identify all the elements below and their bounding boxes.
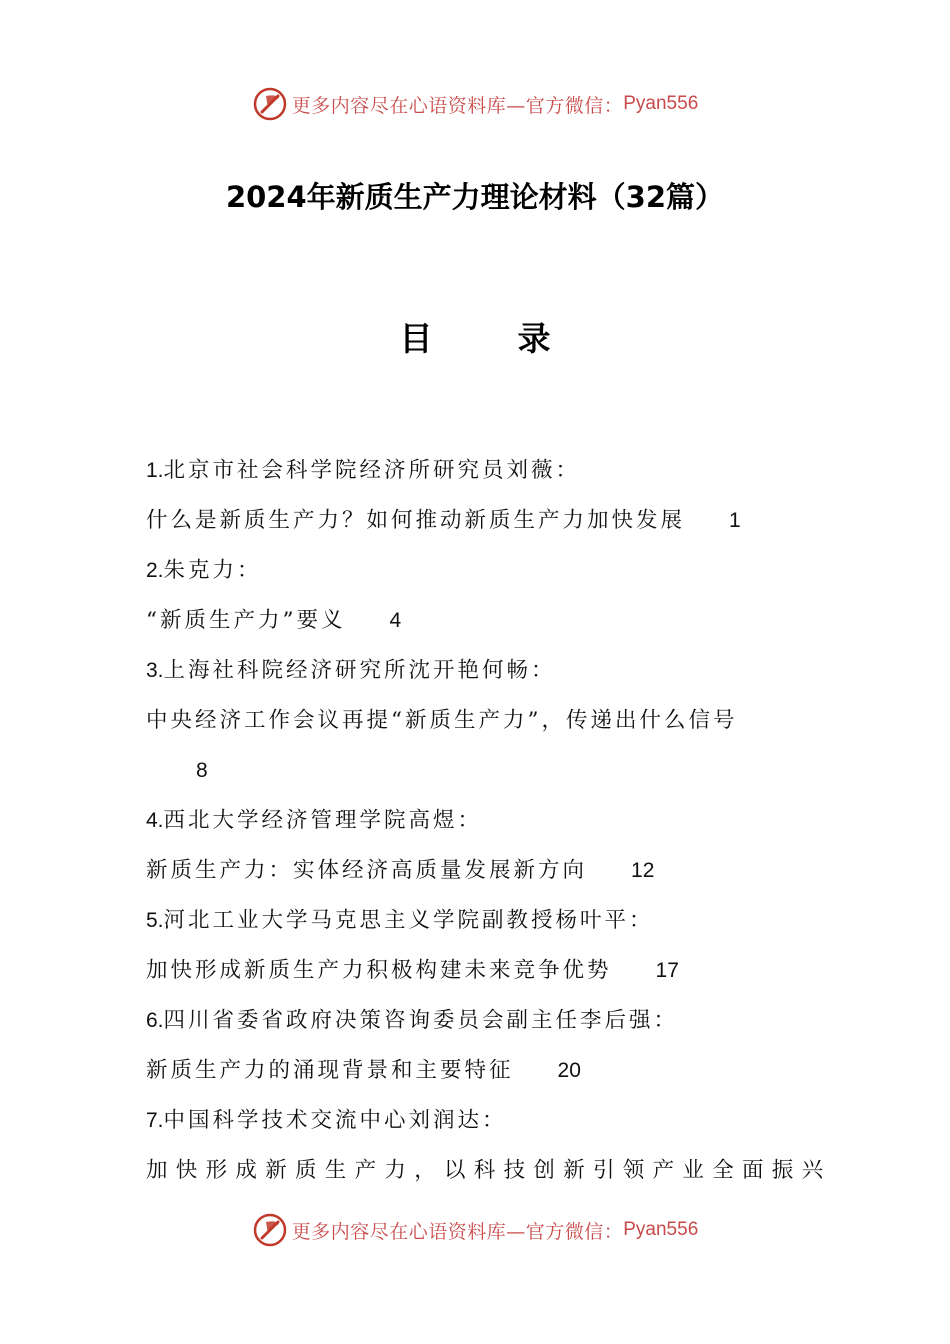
toc-author-text: 四川省委省政府决策咨询委员会副主任李后强：: [163, 1008, 679, 1033]
toc-entry-title[interactable]: [146, 696, 826, 746]
toc-entry-author: [146, 896, 826, 946]
watermark-text: 更多内容尽在心语资料库—官方微信：: [291, 1220, 624, 1243]
toc-author-text: 西北大学经济管理学院高煜：: [163, 808, 483, 833]
watermark-banner-bottom: [0, 1210, 950, 1250]
toc-author-text: 北京市社会科学院经济所研究员刘薇：: [163, 458, 581, 483]
toc-title-text: 中央经济工作会议再提“新质生产力”，传递出什么信号: [146, 708, 738, 733]
toc-entry-number: 7.: [146, 1109, 164, 1132]
toc-title-text: 加快形成新质生产力，以科技创新引领产业全面振兴: [146, 1158, 832, 1183]
toc-heading: 目 录: [399, 319, 577, 358]
toc-entry-number: 3.: [146, 659, 164, 682]
toc-entry-number: 1.: [146, 459, 164, 482]
quill-logo-icon: [252, 86, 288, 122]
toc-entry-title[interactable]: [146, 496, 826, 546]
toc-page-line: [146, 746, 826, 796]
toc-entry-number: 5.: [146, 909, 164, 932]
toc-title-text: 什么是新质生产力？如何推动新质生产力加快发展: [146, 508, 686, 533]
toc-title-text: 加快形成新质生产力积极构建未来竞争优势: [146, 958, 612, 983]
toc-entry-author: [146, 446, 826, 496]
quill-logo-icon: [252, 1212, 288, 1248]
toc-entry-number: 2.: [146, 559, 164, 582]
toc-page-number: 4: [389, 609, 402, 632]
toc-page-number: 20: [557, 1059, 581, 1082]
toc-entry-title[interactable]: [146, 1146, 832, 1196]
toc-entry-title[interactable]: [146, 1046, 826, 1096]
toc-entry-author: [146, 646, 826, 696]
toc-page-number: 8: [196, 759, 208, 782]
toc-author-text: 朱克力：: [163, 558, 262, 583]
toc-page-number: 17: [655, 959, 679, 982]
toc-author-text: 河北工业大学马克思主义学院副教授杨叶平：: [163, 908, 654, 933]
watermark-text: 更多内容尽在心语资料库—官方微信：: [291, 94, 624, 117]
toc-author-text: 上海社科院经济研究所沈开艳何畅：: [163, 658, 556, 683]
watermark-banner-top: [0, 84, 950, 124]
toc-entry-title[interactable]: [146, 596, 826, 646]
toc-entry-title[interactable]: [146, 946, 826, 996]
watermark-wechat-id: Pyan556: [623, 1219, 699, 1240]
toc-title-text: 新质生产力的涌现背景和主要特征: [146, 1058, 514, 1083]
document-title: 2024年新质生产力理论材料（32篇）: [225, 180, 725, 214]
toc-title-text: “新质生产力”要义: [146, 608, 346, 633]
toc-entry-number: 6.: [146, 1009, 164, 1032]
toc-entry-author: [146, 546, 826, 596]
toc-author-text: 中国科学技术交流中心刘润达：: [163, 1108, 507, 1133]
table-of-contents: [146, 446, 832, 1196]
toc-page-number: 1: [729, 509, 741, 532]
toc-entry-author: [146, 1096, 826, 1146]
toc-entry-number: 4.: [146, 809, 164, 832]
watermark-wechat-id: Pyan556: [623, 93, 699, 114]
toc-page-number: 12: [631, 859, 655, 882]
toc-entry-title[interactable]: [146, 846, 826, 896]
toc-entry-author: [146, 996, 826, 1046]
toc-title-text: 新质生产力：实体经济高质量发展新方向: [146, 858, 588, 883]
toc-entry-author: [146, 796, 826, 846]
